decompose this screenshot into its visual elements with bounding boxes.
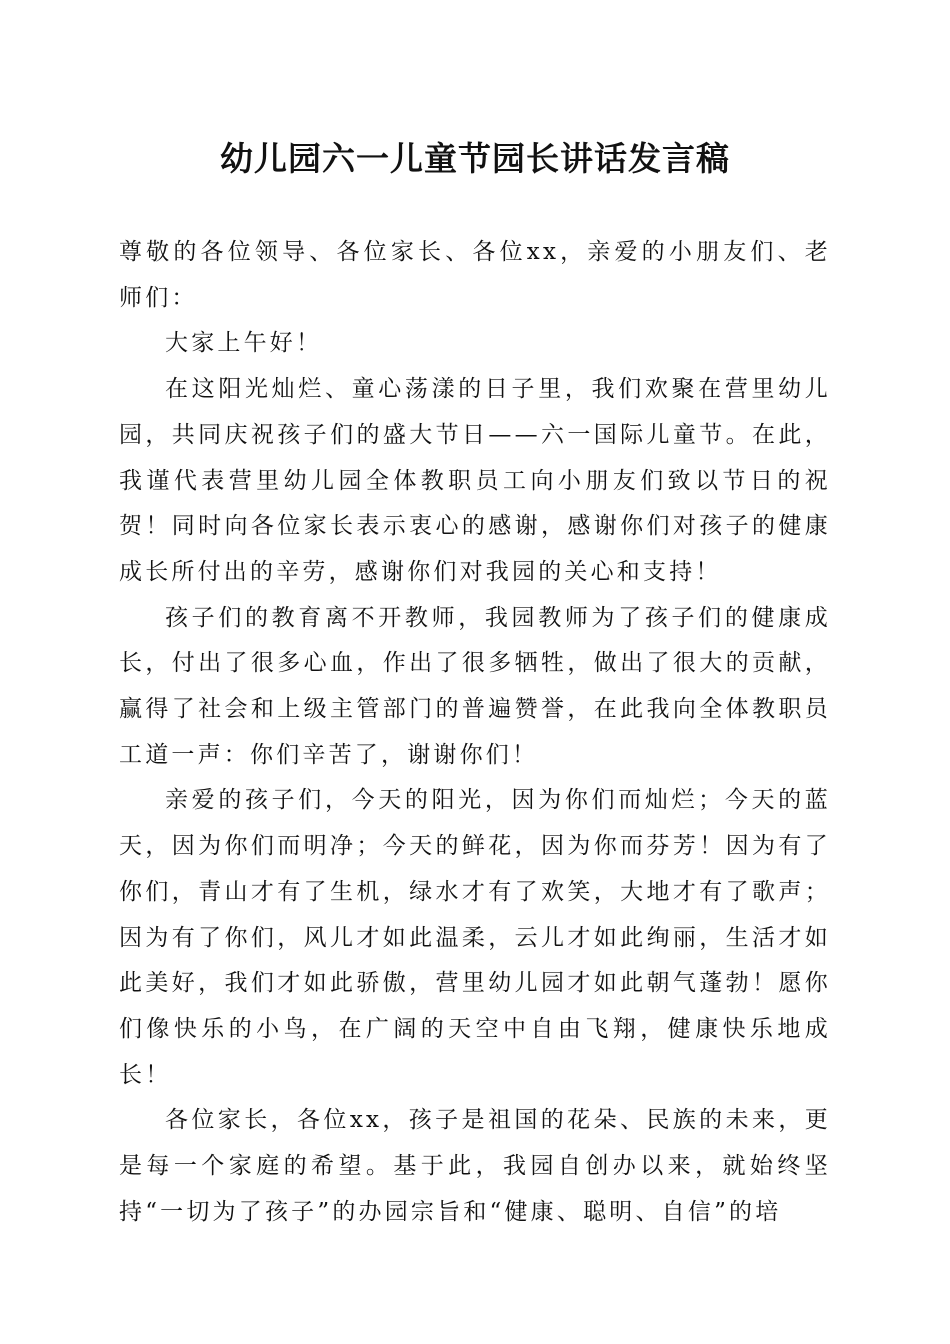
body-paragraph-4: 各位家长，各位xx，孩子是祖国的花朵、民族的未来，更是每一个家庭的希望。基于此，我园自创办以来，就始终坚持“一切为了孩子”的办园宗旨和“健康、聪明、自信”的培: [119, 1107, 831, 1225]
greeting-paragraph: 大家上午好！: [165, 330, 323, 357]
document-title: 幼儿园六一儿童节园长讲话发言稿: [220, 139, 730, 178]
body-paragraph-2: 孩子们的教育离不开教师，我园教师为了孩子们的健康成长，付出了很多心血，作出了很多牺牲，做出了很大的贡献，赢得了社会和上级主管部门的普遍赞誉，在此我向全体教职员工道一声：你们辛苦了，谢谢你们！: [119, 604, 831, 768]
body-paragraph-3: 亲爱的孩子们，今天的阳光，因为你们而灿烂；今天的蓝天，因为你们而明净；今天的鲜花，因为你而芬芳！因为有了你们，青山才有了生机，绿水才有了欢笑，大地才有了歌声；因为有了你们，风儿才如此温柔，云儿才如此绚丽，生活才如此美好，我们才如此骄傲，营里幼儿园才如此朝气蓬勃！愿你们像快乐的小鸟，在广阔的天空中自由飞翔，健康快乐地成长！: [119, 787, 831, 1088]
document-body: [119, 230, 831, 1235]
body-paragraph-1: 在这阳光灿烂、童心荡漾的日子里，我们欢聚在营里幼儿园，共同庆祝孩子们的盛大节日——六一国际儿童节。在此，我谨代表营里幼儿园全体教职员工向小朋友们致以节日的祝贺！同时向各位家长表示衷心的感谢，感谢你们对孩子的健康成长所付出的辛劳，感谢你们对我园的关心和支持！: [119, 376, 831, 585]
salutation-paragraph: 尊敬的各位领导、各位家长、各位xx，亲爱的小朋友们、老师们：: [119, 239, 831, 311]
